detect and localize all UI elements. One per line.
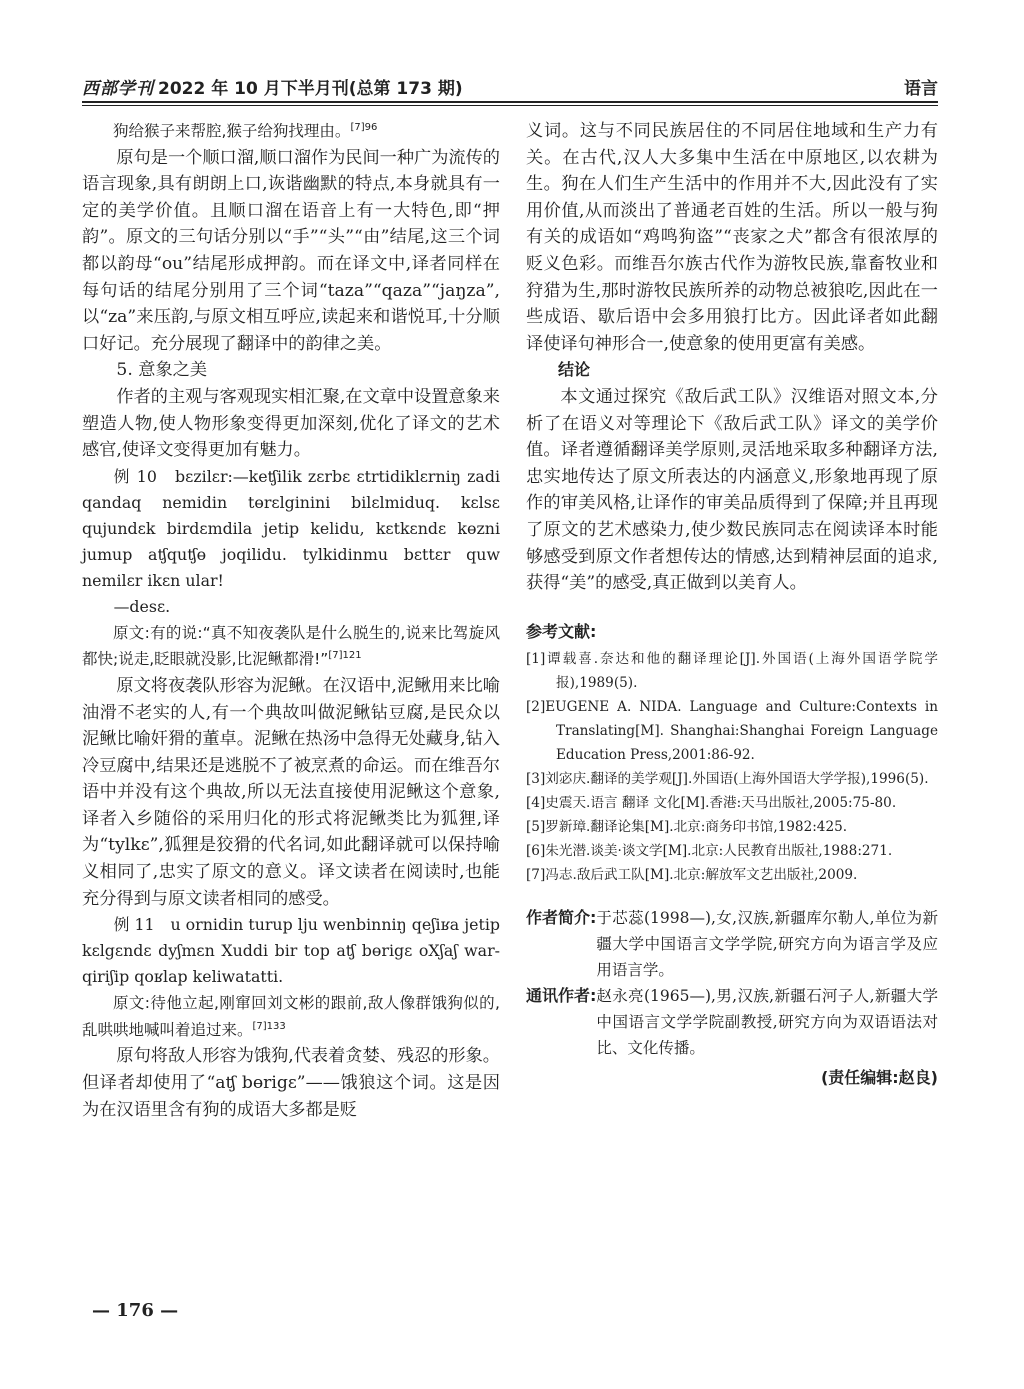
journal-issue: 2022 年 10 月下半月刊(总第 173 期) — [158, 79, 463, 99]
author-bio-label: 作者简介: — [526, 908, 597, 928]
source-text: 原文:有的说:“真不知夜袭队是什么脱生的,说来比驾旋风都快;说走,眨眼就没影,比泥鳅都滑!” — [82, 623, 500, 669]
header-rule-thin — [82, 105, 938, 106]
source-text: 原文:待他立起,刚窜回刘文彬的跟前,敌人像群饿狗似的,乱哄哄地喊叫着追过来。 — [82, 994, 500, 1039]
left-column — [82, 118, 500, 1123]
quote-line — [82, 118, 500, 145]
corresponding-author-label: 通讯作者: — [526, 986, 597, 1006]
reference-item: [2]EUGENE A. NIDA. Language and Culture:Contexts in Translating[M]. Shanghai:Shanghai Foreign Language Education Press,2001:86-92. — [526, 699, 938, 764]
quote-text: 狗给猴子来帮腔,猴子给狗找理由。 — [113, 122, 351, 140]
responsible-editor: (责任编辑:赵良) — [820, 1068, 938, 1088]
section-label: 语言 — [904, 79, 938, 99]
journal-logo: 西部学刊 — [82, 79, 154, 99]
corresponding-author — [526, 983, 938, 1061]
conclusion-paragraph: 本文通过探究《敌后武工队》汉维语对照文本,分析了在语义对等理论下《敌后武工队》译文的美学价值。译者遵循翻译美学原则,灵活地采取多种翻译方法,忠实地传达了原文所表达的内涵意义,形象地再现了原作的审美风格,让译作的审美品质得到了保障;并且再现了原文的艺术感染力,使少数民族同志在阅读译本时能够感受到原文作者想传达的情感,达到精神层面的追求,获得“美”的感受,真正做到以美育人。 — [526, 386, 938, 594]
reference-item: [6]朱光潜.谈美·谈文学[M].北京:人民教育出版社,1988:271. — [526, 843, 893, 860]
header-rule — [82, 101, 938, 103]
citation: [7]133 — [252, 1020, 286, 1032]
right-column — [526, 118, 938, 1092]
journal-title — [82, 74, 463, 99]
corresponding-author-text: 赵永亮(1965—),男,汉族,新疆石河子人,新疆大学中国语言文学学院副教授,研究方向为双语语法对比、文化传播。 — [596, 987, 938, 1058]
paragraph: 义词。这与不同民族居住的不同居住地域和生产力有关。在古代,汉人大多集中生活在中原地区,以农耕为生。狗在人们生产生活中的作用并不大,因此没有了实用价值,从而淡出了普通老百姓的生活。所以一般与狗有关的成语如“鸡鸣狗盗”“丧家之犬”都含有很浓厚的贬义色彩。而维吾尔族古代作为游牧民族,靠畜牧业和狩猎为生,那时游牧民族所养的动物总被狼吃,因此在一些成语、歇后语中会多用狼打比方。因此译者如此翻译使译句神形合一,使意象的使用更富有美感。 — [526, 121, 938, 354]
references-heading: 参考文献: — [526, 621, 597, 641]
reference-item: [5]罗新璋.翻译论集[M].北京:商务印书馆,1982:425. — [526, 819, 848, 836]
page-number: — 176 — — [92, 1300, 179, 1321]
reference-item: [3]刘宓庆.翻译的美学观[J].外国语(上海外国语大学学报),1996(5). — [526, 771, 929, 788]
reference-item: [7]冯志.敌后武工队[M].北京:解放军文艺出版社,2009. — [526, 867, 858, 884]
paragraph: 原文将夜袭队形容为泥鳅。在汉语中,泥鳅用来比喻油滑不老实的人,有一个典故叫做泥鳅钻豆腐,是民众以泥鳅比喻奸猾的董卓。泥鳅在热汤中急得无处藏身,钻入冷豆腐中,结果还是逃脱不了被烹煮的命运。而在维吾尔语中并没有这个典故,所以无法直接使用泥鳅这个意象,译者入乡随俗的采用归化的形式将泥鳅类比为狐狸,译为“tylkɛ”,狐狸是狡猾的代名词,如此翻译就可以保持喻义相同了,忠实了原文的意义。译文读者在阅读时,也能充分得到与原文读者相同的感受。 — [82, 675, 500, 909]
example-11: 例 11 u ornidin turup lju wenbinniŋ qeʃiʁa jetip kɛlgɛndɛ dyʃmɛn Xuddi bir top aʧ bɵrigɛ oXʃaʃ war-qiriʃip qoʁlap keliwatatti. — [82, 915, 500, 987]
paragraph: 原句将敌人形容为饿狗,代表着贪婪、残忍的形象。但译者却使用了“aʧ bɵrigɛ”——饿狼这个词。这是因为在汉语里含有狗的成语大多都是贬 — [82, 1046, 500, 1120]
page-header — [82, 66, 938, 100]
author-bio-text: 于芯蕊(1998—),女,汉族,新疆库尔勒人,单位为新疆大学中国语言文学学院,研究方向为语言学及应用语言学。 — [596, 909, 938, 980]
citation: [7]121 — [328, 650, 362, 662]
author-bio — [526, 905, 938, 983]
example-10-tail: —desɛ. — [113, 596, 171, 616]
source-text-10 — [82, 620, 500, 673]
reference-item: [1]谭载喜.奈达和他的翻译理论[J].外国语(上海外国语学院学报),1989(5). — [526, 651, 938, 692]
conclusion-heading: 结论 — [558, 360, 591, 380]
source-text-11 — [82, 990, 500, 1043]
reference-item: [4]史震天.语言 翻译 文化[M].香港:天马出版社,2005:75-80. — [526, 795, 897, 812]
example-10: 例 10 bɛzilɛr:—keʧilik zɛrbɛ ɛtrtidiklɛrniŋ zadi qandaq nemidin tɵrɛlginini bilɛlmiduq. kɛlsɛ qujundɛk birdɛmdila jetip kelidu, kɛtkɛndɛ kɵzni jumup aʧquʧɵ joqilidu. tylkidinmu bɛttɛr quw nemilɛr ikɛn ular! — [82, 466, 500, 590]
paragraph: 原句是一个顺口溜,顺口溜作为民间一种广为流传的语言现象,具有朗朗上口,诙谐幽默的特点,本身就具有一定的美学价值。且顺口溜在语音上有一大特色,即“押韵”。原文的三句话分别以“手”“头”“由”结尾,这三个词都以韵母“ou”结尾形成押韵。而在译文中,译者同样在每句话的结尾分别用了三个词“taza”“qaza”“jaŋza”,以“za”来压韵,与原文相互呼应,读起来和谐悦耳,十分顺口好记。充分展现了翻译中的韵律之美。 — [82, 147, 500, 354]
citation: [7]96 — [350, 121, 378, 133]
section-heading: 5. 意象之美 — [116, 360, 208, 381]
paragraph: 作者的主观与客观现实相汇聚,在文章中设置意象来塑造人物,使人物形象变得更加深刻,优化了译文的艺术感官,使译文变得更加有魅力。 — [82, 386, 500, 461]
